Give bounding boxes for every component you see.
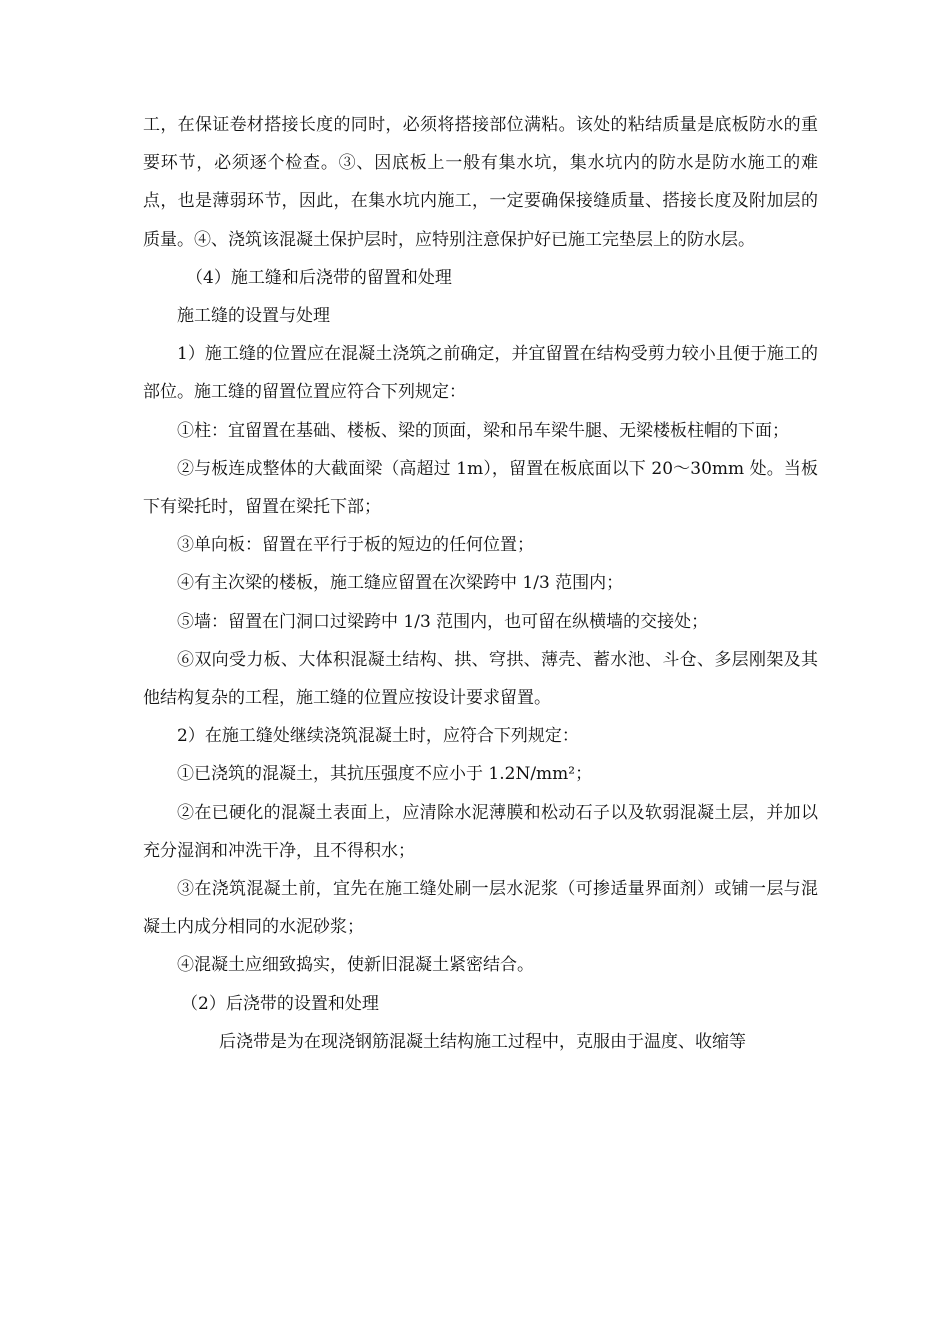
section-heading-construction-joints: （4）施工缝和后浇带的留置和处理 — [186, 267, 452, 288]
list-item-mortar-layer: ③在浇筑混凝土前，宜先在施工缝处刷一层水泥浆（可掺适量界面剂）或铺一层与混凝土内成分相同的水泥砂浆； — [143, 879, 818, 938]
document-body — [143, 106, 818, 1061]
list-item-strength: ①已浇筑的混凝土，其抗压强度不应小于 1.2N/mm²； — [177, 764, 593, 785]
paragraph-post-cast-strip: 后浇带是为在现浇钢筋混凝土结构施工过程中，克服由于温度、收缩等 — [219, 1031, 746, 1052]
list-item-surface-cleaning: ②在已硬化的混凝土表面上，应清除水泥薄膜和松动石子以及软弱混凝土层，并加以充分湿润和冲洗干净，且不得积水； — [143, 802, 818, 861]
list-item-beam: ②与板连成整体的大截面梁（高超过 1m），留置在板底面以下 20～30mm 处。当板下有梁托时，留置在梁托下部； — [143, 458, 818, 518]
list-item-one-way-slab: ③单向板：留置在平行于板的短边的任何位置； — [177, 535, 534, 556]
list-item-complex-structures: ⑥双向受力板、大体积混凝土结构、拱、穹拱、薄壳、蓄水池、斗仓、多层刚架及其他结构复杂的工程，施工缝的位置应按设计要求留置。 — [143, 649, 818, 709]
list-item-column: ①柱：宜留置在基础、楼板、梁的顶面，梁和吊车梁牛腿、无梁楼板柱帽的下面； — [177, 420, 789, 441]
paragraph-continue-pouring: 2）在施工缝处继续浇筑混凝土时，应符合下列规定： — [177, 726, 579, 747]
section-heading-post-cast-strip: （2）后浇带的设置和处理 — [181, 993, 379, 1014]
list-item-compaction: ④混凝土应细致捣实，使新旧混凝土紧密结合。 — [177, 955, 534, 976]
subheading-joint-setup: 施工缝的设置与处理 — [177, 306, 330, 327]
list-item-wall: ⑤墙：留置在门洞口过梁跨中 1/3 范围内，也可留在纵横墙的交接处； — [177, 611, 709, 632]
paragraph-waterproof-notes: 工，在保证卷材搭接长度的同时，必须将搭接部位满粘。该处的粘结质量是底板防水的重要环节，必须逐个检查。③、因底板上一般有集水坑，集水坑内的防水是防水施工的难点，也是薄弱环节，因此，在集水坑内施工，一定要确保接缝质量、搭接长度及附加层的质量。④、浇筑该混凝土保护层时，应特别注意保护好已施工完垫层上的防水层。 — [143, 115, 818, 250]
paragraph-joint-location: 1）施工缝的位置应在混凝土浇筑之前确定，并宜留置在结构受剪力较小且便于施工的部位。施工缝的留置位置应符合下列规定： — [143, 344, 818, 403]
list-item-floor-slab: ④有主次梁的楼板，施工缝应留置在次梁跨中 1/3 范围内； — [177, 573, 624, 594]
